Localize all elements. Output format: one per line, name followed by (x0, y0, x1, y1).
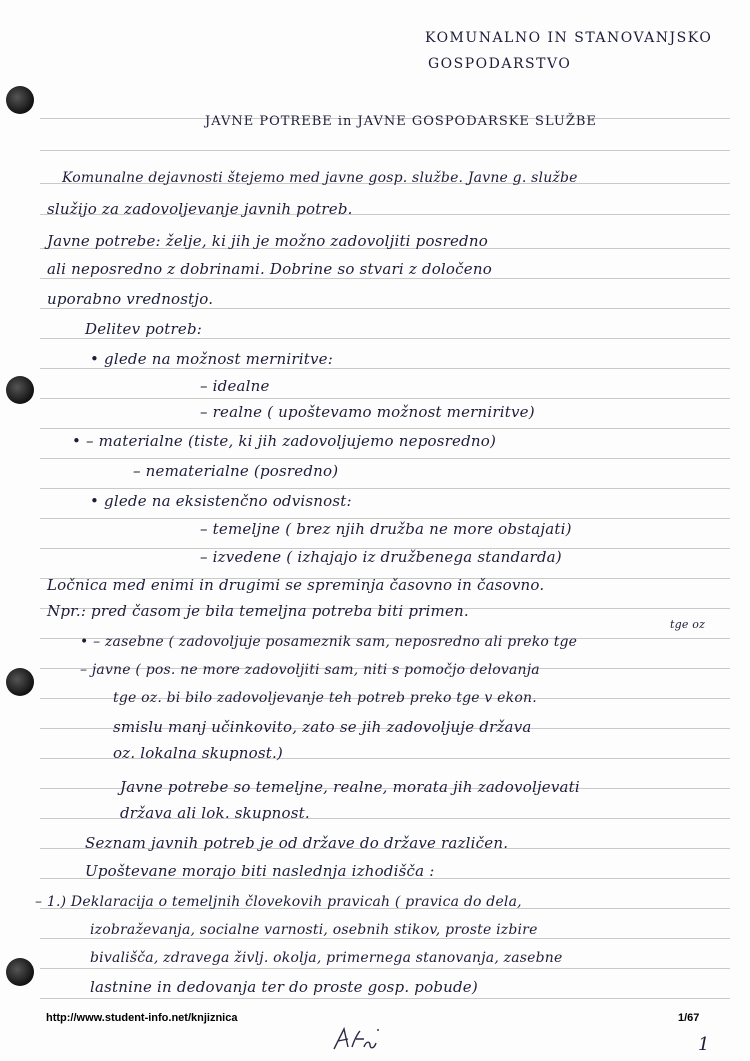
binder-hole (6, 958, 34, 986)
text-line: država ali lok. skupnost. (120, 804, 310, 822)
header-line-2: GOSPODARSTVO (428, 56, 572, 72)
binder-hole (6, 668, 34, 696)
text-line: lastnine in dedovanja ter do proste gosp. pobude) (90, 978, 478, 996)
text-line: ali neposredno z dobrinami. Dobrine so stvari z določeno (47, 260, 492, 278)
rule-line (40, 998, 730, 999)
text-line: Npr.: pred časom je bila temeljna potreba biti primen. (47, 602, 469, 620)
page-counter: 1/67 (678, 1012, 700, 1024)
rule-line (40, 278, 730, 279)
page-title: JAVNE POTREBE in JAVNE GOSPODARSKE SLUŽBE (205, 114, 597, 129)
text-line: – nematerialne (posredno) (133, 462, 339, 480)
rule-line (40, 518, 730, 519)
rule-line (40, 428, 730, 429)
rule-line (40, 398, 730, 399)
text-line: bivališča, zdravega življ. okolja, primernega stanovanja, zasebne (90, 950, 563, 966)
text-line: tge oz. bi bilo zadovoljevanje teh potreb preko tge v ekon. (113, 690, 537, 706)
signature-logo (330, 1025, 390, 1053)
text-line: Komunalne dejavnosti štejemo med javne gosp. službe. Javne g. službe (62, 170, 578, 186)
sheet-number: 1 (698, 1034, 710, 1055)
binder-hole (6, 376, 34, 404)
footer-url[interactable]: http://www.student-info.net/knjiznica (46, 1012, 238, 1024)
rule-line (40, 488, 730, 489)
text-line: – idealne (200, 377, 270, 395)
rule-line (40, 938, 730, 939)
rule-line (40, 368, 730, 369)
text-line: izobraževanja, socialne varnosti, osebnih stikov, proste izbire (90, 922, 538, 938)
text-line: – temeljne ( brez njih družba ne more obstajati) (200, 520, 572, 538)
rule-line (40, 458, 730, 459)
text-line: – 1.) Deklaracija o temeljnih človekovih pravicah ( pravica do dela, (35, 894, 522, 910)
text-line: Ločnica med enimi in drugimi se spreminja časovno in časovno. (47, 576, 545, 594)
text-line: • glede na možnost merniritve: (90, 350, 333, 368)
text-line: Delitev potreb: (85, 320, 203, 338)
text-line: • – zasebne ( zadovoljuje posameznik sam, neposredno ali preko tge (80, 634, 578, 650)
text-line: smislu manj učinkovito, zato se jih zadovoljuje država (113, 718, 532, 736)
rule-line (40, 338, 730, 339)
text-line: Javne potrebe: želje, ki jih je možno zadovoljiti posredno (47, 232, 488, 250)
margin-note: tge oz (670, 618, 706, 631)
text-line: – izvedene ( izhajajo iz družbenega standarda) (200, 548, 562, 566)
text-line: uporabno vrednostjo. (47, 290, 214, 308)
text-line: Upoštevane morajo biti naslednja izhodišča : (85, 862, 435, 880)
header-line-1: KOMUNALNO IN STANOVANJSKO (425, 30, 713, 46)
text-line: oz. lokalna skupnost.) (113, 744, 283, 762)
rule-line (40, 308, 730, 309)
text-line: • – materialne (tiste, ki jih zadovoljujemo neposredno) (72, 432, 497, 450)
text-line: Seznam javnih potreb je od države do države različen. (85, 834, 509, 852)
text-line: Javne potrebe so temeljne, realne, morata jih zadovoljevati (120, 778, 580, 796)
text-line: služijo za zadovoljevanje javnih potreb. (47, 200, 353, 218)
rule-line (40, 150, 730, 151)
rule-line (40, 968, 730, 969)
binder-hole (6, 86, 34, 114)
text-line: – realne ( upoštevamo možnost merniritve) (200, 403, 535, 421)
text-line: – javne ( pos. ne more zadovoljiti sam, niti s pomočjo delovanja (80, 662, 540, 678)
text-line: • glede na eksistenčno odvisnost: (90, 492, 352, 510)
